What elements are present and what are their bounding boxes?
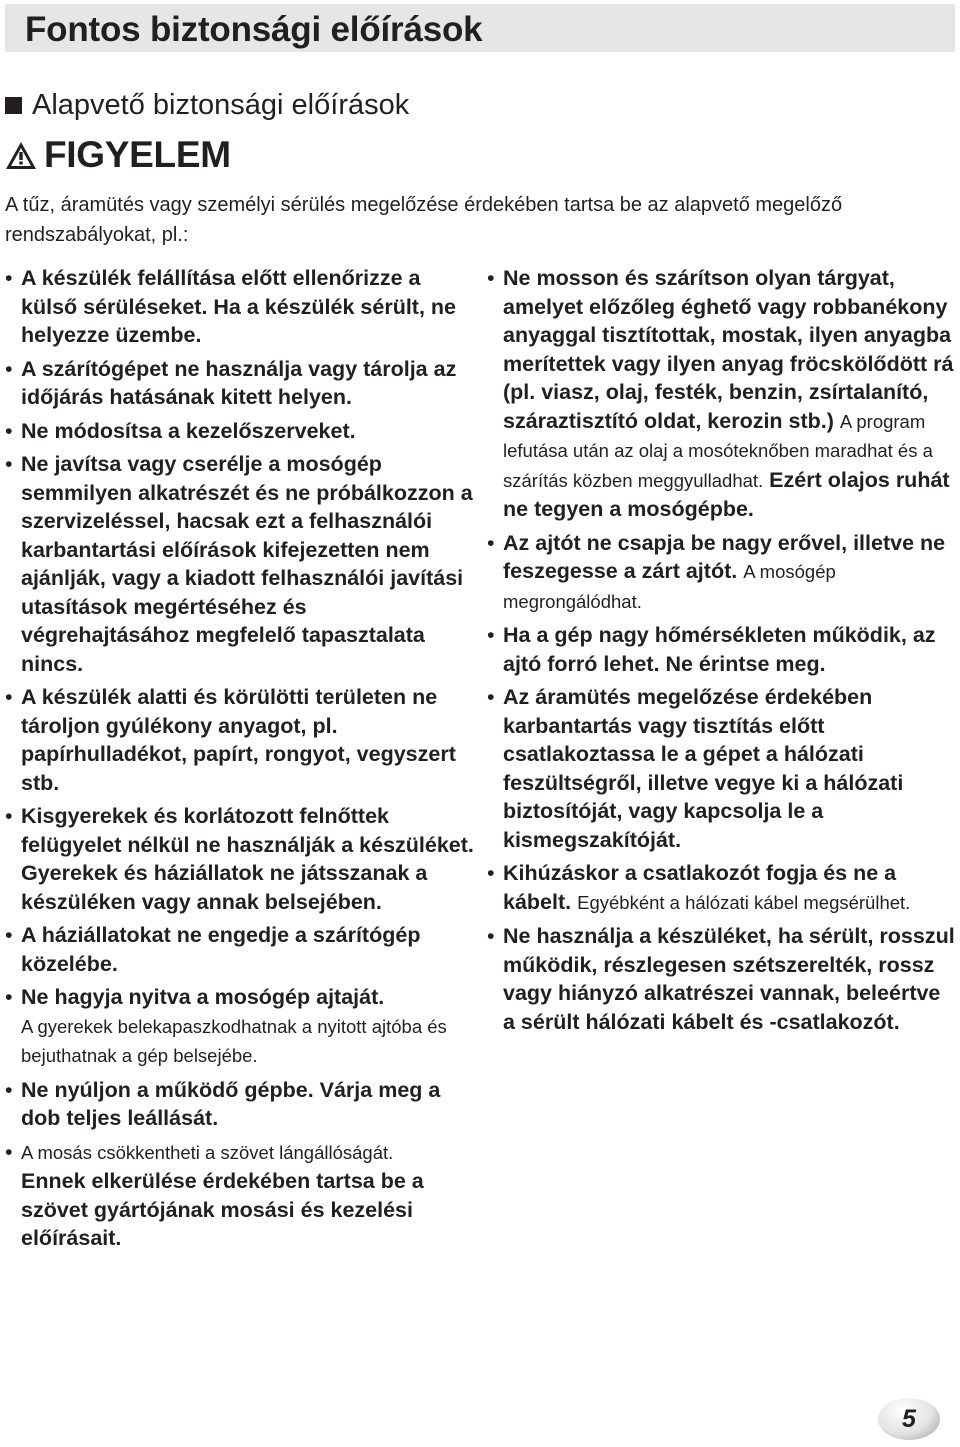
list-item: • Kisgyerekek és korlátozott felnőttek felügyelet nélkül ne használják a készüléket. Gyerekek és háziállatok ne játsszanak a készüléken vagy annak belsejében.	[5, 804, 474, 914]
list-item: • A készülék alatti és körülötti területen ne tároljon gyúlékony anyagot, pl. papírhulladékot, papírt, rongyot, vegyszert stb.	[5, 685, 456, 795]
list-item: • A háziállatokat ne engedje a szárítógép közelébe.	[5, 923, 421, 976]
list-item: • A mosás csökkentheti a szövet lángállóságát. Ennek elkerülése érdekében tartsa be a szövet gyártójának mosási és kezelési előírásait.	[5, 1139, 424, 1250]
header-bar	[5, 4, 955, 52]
list-item: • Ne nyúljon a működő gépbe. Várja meg a dob teljes leállását.	[5, 1077, 441, 1130]
list-item: • Ne használja a készüléket, ha sérült, rosszul működik, részlegesen szétszerelték, rossz vagy hiányzó alkatrészei vannak, beleértve a sérült hálózati kábelt és -csatlakozót.	[487, 924, 955, 1034]
list-item: • Kihúzáskor a csatlakozót fogja és ne a kábelt. Egyébként a hálózati kábel megsérülhet.	[487, 861, 911, 914]
list-item: • Ha a gép nagy hőmérsékleten működik, az ajtó forró lehet. Ne érintse meg.	[487, 623, 936, 676]
section-title: Alapvető biztonsági előírások	[32, 88, 410, 121]
list-item: • A szárítógépet ne használja vagy tárolja az időjárás hatásának kitett helyen.	[5, 356, 457, 409]
list-item: • Ne javítsa vagy cserélje a mosógép semmilyen alkatrészét és ne próbálkozzon a szervizeléssel, hacsak ezt a felhasználói karbantartási előírások kifejezetten nem ajánlják, vagy a kiadott felhasználói javítási utasítások megértéséhez és végrehajtásához megfelelő tapasztalata nincs.	[5, 452, 473, 676]
list-item: • Az áramütés megelőzése érdekében karbantartás vagy tisztítás előtt csatlakoztassa le a gépet a hálózati feszültségről, illetve vegye ki a hálózati biztosítóját, vagy kapcsolja le a kismegszakítóját.	[487, 685, 904, 852]
right-column	[487, 264, 957, 1041]
square-bullet-icon	[5, 97, 22, 114]
intro-text: A tűz, áramütés vagy személyi sérülés megelőzése érdekében tartsa be az alapvető megelőző rendszabályokat, pl.:	[5, 194, 843, 246]
list-item: • Az ajtót ne csapja be nagy erővel, illetve ne feszegesse a zárt ajtót. A mosógép megrongálódhat.	[487, 530, 946, 612]
page-title: Fontos biztonsági előírások	[25, 10, 483, 49]
warning-title: FIGYELEM	[44, 134, 231, 175]
page-number: 5	[902, 1404, 916, 1433]
warning-heading	[4, 134, 231, 176]
page-number-badge	[878, 1398, 940, 1440]
list-item: • Ne mosson és szárítson olyan tárgyat, amelyet előzőleg éghető vagy robbanékony anyaggal tisztítottak, mostak, ilyen anyagba merítettek vagy ilyen anyag fröcskölődött rá (pl. viasz, olaj, festék, benzin, zsírtalanító, száraztisztító oldat, kerozin stb.) A program lefutása után az olaj a mosóteknőben maradhat és a szárítás közben meggyulladhat. Ezért olajos ruhát ne tegyen a mosógépbe.	[487, 266, 954, 521]
list-item: • Ne módosítsa a kezelőszerveket.	[5, 418, 356, 443]
section-heading	[5, 86, 409, 124]
list-item: • Ne hagyja nyitva a mosógép ajtaját. A gyerekek belekapaszkodhatnak a nyitott ajtóba és bejuthatnak a gép belsejébe.	[5, 985, 447, 1066]
left-column	[5, 264, 480, 1258]
list-item: • A készülék felállítása előtt ellenőrizze a külső sérüléseket. Ha a készülék sérült, ne helyezze üzembe.	[5, 266, 456, 347]
warning-triangle-icon	[4, 140, 38, 171]
